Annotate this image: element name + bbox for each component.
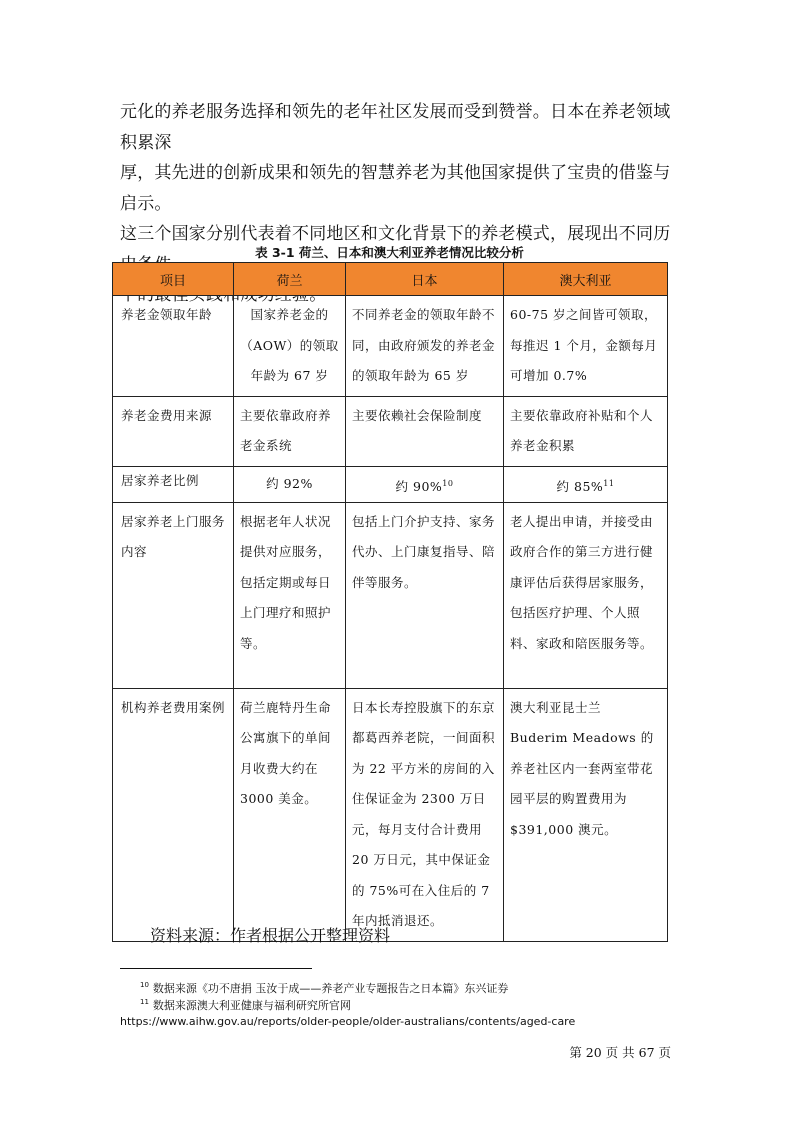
footnote-ref: 11 (603, 478, 615, 488)
row-label: 养老金费用来源 (113, 396, 234, 466)
cell-australia: 60-75 岁之间皆可领取，每推迟 1 个月，金额每月可增加 0.7% (504, 296, 668, 397)
footnote-number: 10 (140, 981, 149, 990)
header-netherlands: 荷兰 (234, 263, 346, 296)
source-note: 资料来源：作者根据公开整理资料 (150, 926, 391, 945)
cell-netherlands: 荷兰鹿特丹生命公寓旗下的单间月收费大约在 3000 美金。 (234, 688, 346, 941)
cell-australia: 澳大利亚昆士兰 Buderim Meadows 的养老社区内一套两室带花园平层的购置费用为$391,000 澳元。 (504, 688, 668, 941)
cell-netherlands: 国家养老金的（AOW）的领取年龄为 67 岁 (234, 296, 346, 397)
body-line: 厚，其先进的创新成果和领先的智慧养老为其他国家提供了宝贵的借鉴与启示。 (120, 163, 671, 214)
cell-australia: 老人提出申请，并接受由政府合作的第三方进行健康评估后获得居家服务，包括医疗护理、个人照料、家政和陪医服务等。 (504, 502, 668, 688)
footnote-text: 数据来源《功不唐捐 玉汝于成——养老产业专题报告之日本篇》东兴证券 (152, 982, 509, 995)
page-number: 第 20 页 共 67 页 (569, 1045, 671, 1060)
row-label: 机构养老费用案例 (113, 688, 234, 941)
footnote-ref: 10 (442, 478, 454, 488)
cell-japan: 主要依赖社会保险制度 (346, 396, 504, 466)
cell-value: 约 90% (395, 478, 443, 494)
footnote-divider (120, 968, 312, 969)
cell-japan (346, 466, 504, 502)
body-line: 元化的养老服务选择和领先的老年社区发展而受到赞誉。日本在养老领域积累深 (120, 102, 671, 153)
cell-netherlands: 主要依靠政府养老金系统 (234, 396, 346, 466)
body-line: 这三个国家分别代表着不同地区和文化背景下的养老模式，展现出不同历 (120, 224, 671, 244)
table-row (113, 296, 668, 397)
table-row (113, 466, 668, 502)
cell-japan: 日本长寿控股旗下的东京都葛西养老院，一间面积为 22 平方米的房间的入住保证金为 2300 万日元，每月支付合计费用 20 万日元，其中保证金的 75%可在入住后的 7 年内抵消退还。 (346, 688, 504, 941)
table-row (113, 502, 668, 688)
row-label: 居家养老上门服务内容 (113, 502, 234, 688)
cell-netherlands: 约 92% (234, 466, 346, 502)
cell-australia: 主要依靠政府补贴和个人养老金积累 (504, 396, 668, 466)
cell-japan: 不同养老金的领取年龄不同，由政府颁发的养老金的领取年龄为 65 岁 (346, 296, 504, 397)
cell-value: 约 85% (556, 478, 604, 494)
header-japan: 日本 (346, 263, 504, 296)
footnote (140, 980, 508, 996)
footnote-url: https://www.aihw.gov.au/reports/older-people/older-australians/contents/aged-care (120, 1015, 576, 1028)
table-header-row (113, 263, 668, 296)
footnote (140, 997, 351, 1013)
table-row (113, 688, 668, 941)
table-caption: 表 3-1 荷兰、日本和澳大利亚养老情况比较分析 (255, 245, 524, 260)
cell-netherlands: 根据老年人状况提供对应服务，包括定期或每日上门理疗和照护等。 (234, 502, 346, 688)
footnote-number: 11 (140, 998, 149, 1007)
footnote-text: 数据来源澳大利亚健康与福利研究所官网 (152, 999, 351, 1012)
cell-australia (504, 466, 668, 502)
comparison-table (112, 262, 668, 942)
header-item: 项目 (113, 263, 234, 296)
table-row (113, 396, 668, 466)
row-label: 居家养老比例 (113, 466, 234, 502)
header-australia: 澳大利亚 (504, 263, 668, 296)
cell-japan: 包括上门介护支持、家务代办、上门康复指导、陪伴等服务。 (346, 502, 504, 688)
row-label: 养老金领取年龄 (113, 296, 234, 397)
